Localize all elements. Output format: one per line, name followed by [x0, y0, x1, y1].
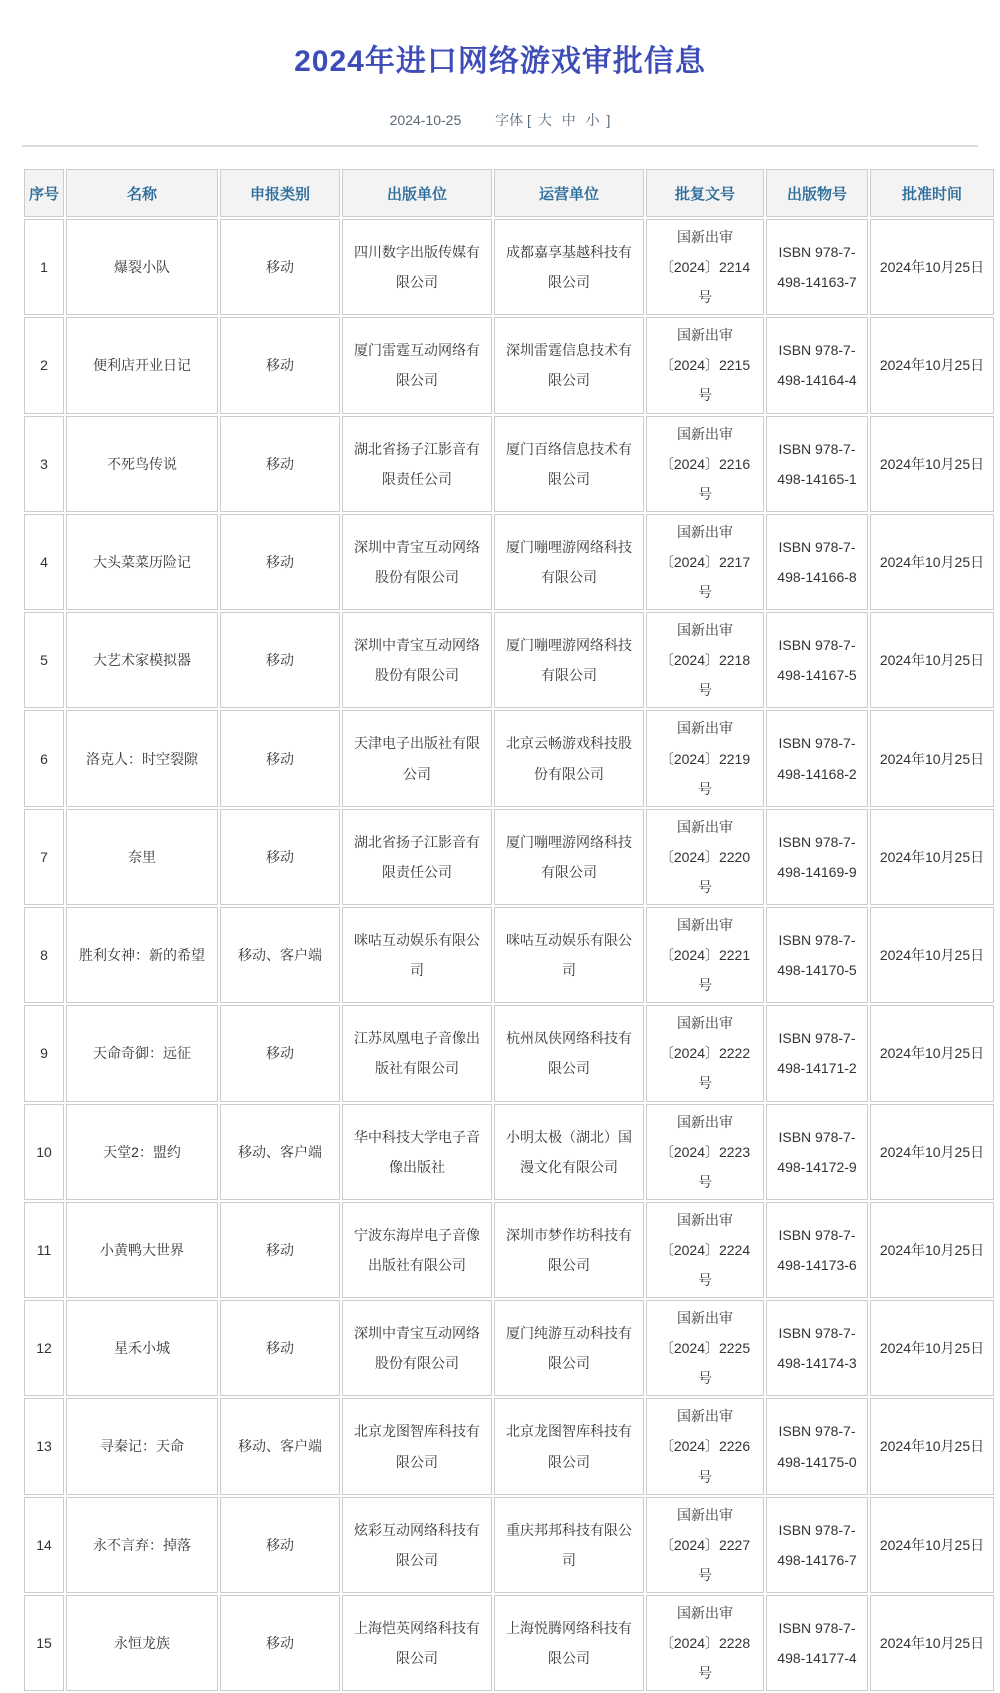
cell-publisher: 厦门雷霆互动网络有限公司: [342, 317, 492, 413]
header-approval-no: 批复文号: [646, 169, 764, 217]
cell-no: 3: [24, 416, 64, 512]
cell-category: 移动: [220, 1595, 340, 1691]
font-size-small-link[interactable]: 小: [585, 112, 600, 128]
cell-publication-no: ISBN 978-7-498-14169-9: [766, 809, 868, 905]
cell-approval-date: 2024年10月25日: [870, 1300, 994, 1396]
cell-no: 6: [24, 710, 64, 806]
table-row: [24, 1104, 994, 1200]
cell-approval-no: 国新出审〔2024〕2228号: [646, 1595, 764, 1691]
cell-publication-no: ISBN 978-7-498-14173-6: [766, 1202, 868, 1298]
table-row: [24, 1398, 994, 1494]
cell-operator: 深圳市梦作坊科技有限公司: [494, 1202, 644, 1298]
table-header-row: [24, 169, 994, 217]
table-row: [24, 1595, 994, 1691]
font-bracket-close: ]: [606, 112, 611, 128]
header-publication-no: 出版物号: [766, 169, 868, 217]
cell-approval-date: 2024年10月25日: [870, 514, 994, 610]
cell-approval-date: 2024年10月25日: [870, 1595, 994, 1691]
cell-approval-date: 2024年10月25日: [870, 710, 994, 806]
cell-no: 2: [24, 317, 64, 413]
meta-bar: [22, 110, 978, 130]
cell-category: 移动: [220, 219, 340, 315]
cell-operator: 深圳雷霆信息技术有限公司: [494, 317, 644, 413]
approval-table: [22, 167, 996, 1693]
cell-publisher: 华中科技大学电子音像出版社: [342, 1104, 492, 1200]
cell-publisher: 深圳中青宝互动网络股份有限公司: [342, 612, 492, 708]
cell-publisher: 上海恺英网络科技有限公司: [342, 1595, 492, 1691]
cell-publication-no: ISBN 978-7-498-14176-7: [766, 1497, 868, 1593]
publish-date: 2024-10-25: [389, 112, 462, 128]
cell-publisher: 湖北省扬子江影音有限责任公司: [342, 809, 492, 905]
cell-no: 14: [24, 1497, 64, 1593]
header-approval-date: 批准时间: [870, 169, 994, 217]
cell-name: 奈里: [66, 809, 218, 905]
cell-approval-date: 2024年10月25日: [870, 1202, 994, 1298]
cell-name: 胜利女神：新的希望: [66, 907, 218, 1003]
font-size-medium-link[interactable]: 中: [561, 112, 576, 128]
divider: [22, 145, 978, 147]
cell-category: 移动: [220, 612, 340, 708]
page: [22, 36, 985, 1693]
cell-approval-date: 2024年10月25日: [870, 1398, 994, 1494]
table-row: [24, 416, 994, 512]
cell-operator: 厦门嘣哩游网络科技有限公司: [494, 809, 644, 905]
cell-approval-date: 2024年10月25日: [870, 907, 994, 1003]
cell-name: 洛克人：时空裂隙: [66, 710, 218, 806]
cell-operator: 北京云畅游戏科技股份有限公司: [494, 710, 644, 806]
cell-no: 5: [24, 612, 64, 708]
cell-category: 移动、客户端: [220, 1398, 340, 1494]
cell-name: 小黄鸭大世界: [66, 1202, 218, 1298]
cell-approval-no: 国新出审〔2024〕2224号: [646, 1202, 764, 1298]
table-row: [24, 1202, 994, 1298]
cell-name: 爆裂小队: [66, 219, 218, 315]
cell-operator: 成都嘉享基越科技有限公司: [494, 219, 644, 315]
cell-publication-no: ISBN 978-7-498-14164-4: [766, 317, 868, 413]
table-row: [24, 514, 994, 610]
table-row: [24, 219, 994, 315]
cell-category: 移动: [220, 1497, 340, 1593]
cell-name: 不死鸟传说: [66, 416, 218, 512]
cell-approval-no: 国新出审〔2024〕2215号: [646, 317, 764, 413]
cell-no: 11: [24, 1202, 64, 1298]
cell-category: 移动: [220, 710, 340, 806]
cell-publisher: 天津电子出版社有限公司: [342, 710, 492, 806]
cell-approval-date: 2024年10月25日: [870, 809, 994, 905]
cell-no: 1: [24, 219, 64, 315]
table-row: [24, 1300, 994, 1396]
cell-name: 永不言弃：掉落: [66, 1497, 218, 1593]
cell-publication-no: ISBN 978-7-498-14163-7: [766, 219, 868, 315]
cell-approval-date: 2024年10月25日: [870, 1497, 994, 1593]
cell-approval-no: 国新出审〔2024〕2218号: [646, 612, 764, 708]
cell-operator: 北京龙图智库科技有限公司: [494, 1398, 644, 1494]
font-bracket-open: [: [527, 112, 531, 128]
cell-name: 天堂2：盟约: [66, 1104, 218, 1200]
cell-publication-no: ISBN 978-7-498-14166-8: [766, 514, 868, 610]
cell-name: 便利店开业日记: [66, 317, 218, 413]
cell-approval-no: 国新出审〔2024〕2214号: [646, 219, 764, 315]
table-row: [24, 907, 994, 1003]
cell-approval-no: 国新出审〔2024〕2220号: [646, 809, 764, 905]
cell-no: 10: [24, 1104, 64, 1200]
cell-approval-date: 2024年10月25日: [870, 416, 994, 512]
cell-approval-date: 2024年10月25日: [870, 1104, 994, 1200]
cell-approval-no: 国新出审〔2024〕2227号: [646, 1497, 764, 1593]
font-size-large-link[interactable]: 大: [537, 112, 552, 128]
cell-category: 移动: [220, 514, 340, 610]
cell-category: 移动: [220, 1202, 340, 1298]
cell-publication-no: ISBN 978-7-498-14168-2: [766, 710, 868, 806]
cell-publisher: 深圳中青宝互动网络股份有限公司: [342, 514, 492, 610]
cell-category: 移动、客户端: [220, 907, 340, 1003]
cell-publication-no: ISBN 978-7-498-14165-1: [766, 416, 868, 512]
cell-publication-no: ISBN 978-7-498-14167-5: [766, 612, 868, 708]
cell-approval-no: 国新出审〔2024〕2221号: [646, 907, 764, 1003]
table-body: [24, 219, 994, 1691]
cell-category: 移动、客户端: [220, 1104, 340, 1200]
cell-operator: 杭州凤侠网络科技有限公司: [494, 1005, 644, 1101]
header-publisher: 出版单位: [342, 169, 492, 217]
cell-approval-no: 国新出审〔2024〕2219号: [646, 710, 764, 806]
cell-category: 移动: [220, 1005, 340, 1101]
cell-publication-no: ISBN 978-7-498-14171-2: [766, 1005, 868, 1101]
cell-category: 移动: [220, 317, 340, 413]
cell-publication-no: ISBN 978-7-498-14175-0: [766, 1398, 868, 1494]
cell-category: 移动: [220, 1300, 340, 1396]
cell-approval-no: 国新出审〔2024〕2226号: [646, 1398, 764, 1494]
cell-publisher: 四川数字出版传媒有限公司: [342, 219, 492, 315]
header-category: 申报类别: [220, 169, 340, 217]
header-operator: 运营单位: [494, 169, 644, 217]
cell-publisher: 北京龙图智库科技有限公司: [342, 1398, 492, 1494]
cell-no: 15: [24, 1595, 64, 1691]
page-title: 2024年进口网络游戏审批信息: [294, 45, 706, 78]
cell-publisher: 深圳中青宝互动网络股份有限公司: [342, 1300, 492, 1396]
cell-approval-no: 国新出审〔2024〕2225号: [646, 1300, 764, 1396]
table-row: [24, 809, 994, 905]
cell-no: 13: [24, 1398, 64, 1494]
cell-operator: 咪咕互动娱乐有限公司: [494, 907, 644, 1003]
cell-publisher: 江苏凤凰电子音像出版社有限公司: [342, 1005, 492, 1101]
cell-publication-no: ISBN 978-7-498-14174-3: [766, 1300, 868, 1396]
cell-category: 移动: [220, 416, 340, 512]
cell-operator: 小明太极（湖北）国漫文化有限公司: [494, 1104, 644, 1200]
cell-operator: 厦门嘣哩游网络科技有限公司: [494, 514, 644, 610]
cell-publication-no: ISBN 978-7-498-14177-4: [766, 1595, 868, 1691]
header-no: 序号: [24, 169, 64, 217]
cell-approval-date: 2024年10月25日: [870, 1005, 994, 1101]
cell-approval-date: 2024年10月25日: [870, 219, 994, 315]
cell-publisher: 湖北省扬子江影音有限责任公司: [342, 416, 492, 512]
cell-name: 大艺术家模拟器: [66, 612, 218, 708]
cell-name: 大头菜菜历险记: [66, 514, 218, 610]
cell-publication-no: ISBN 978-7-498-14172-9: [766, 1104, 868, 1200]
font-label: 字体: [495, 112, 524, 128]
cell-publisher: 宁波东海岸电子音像出版社有限公司: [342, 1202, 492, 1298]
cell-publisher: 咪咕互动娱乐有限公司: [342, 907, 492, 1003]
cell-name: 星禾小城: [66, 1300, 218, 1396]
cell-operator: 厦门纯游互动科技有限公司: [494, 1300, 644, 1396]
cell-name: 天命奇御：远征: [66, 1005, 218, 1101]
cell-no: 9: [24, 1005, 64, 1101]
cell-no: 12: [24, 1300, 64, 1396]
cell-no: 7: [24, 809, 64, 905]
cell-name: 寻秦记：天命: [66, 1398, 218, 1494]
table-row: [24, 1497, 994, 1593]
cell-operator: 厦门百络信息技术有限公司: [494, 416, 644, 512]
header-name: 名称: [66, 169, 218, 217]
cell-operator: 重庆邦邦科技有限公司: [494, 1497, 644, 1593]
table-row: [24, 612, 994, 708]
cell-publisher: 炫彩互动网络科技有限公司: [342, 1497, 492, 1593]
cell-category: 移动: [220, 809, 340, 905]
cell-approval-no: 国新出审〔2024〕2222号: [646, 1005, 764, 1101]
cell-operator: 上海悦腾网络科技有限公司: [494, 1595, 644, 1691]
cell-approval-date: 2024年10月25日: [870, 612, 994, 708]
table-row: [24, 1005, 994, 1101]
cell-no: 4: [24, 514, 64, 610]
cell-publication-no: ISBN 978-7-498-14170-5: [766, 907, 868, 1003]
table-row: [24, 710, 994, 806]
table-row: [24, 317, 994, 413]
cell-no: 8: [24, 907, 64, 1003]
cell-approval-no: 国新出审〔2024〕2217号: [646, 514, 764, 610]
cell-name: 永恒龙族: [66, 1595, 218, 1691]
cell-operator: 厦门嘣哩游网络科技有限公司: [494, 612, 644, 708]
cell-approval-no: 国新出审〔2024〕2223号: [646, 1104, 764, 1200]
cell-approval-no: 国新出审〔2024〕2216号: [646, 416, 764, 512]
cell-approval-date: 2024年10月25日: [870, 317, 994, 413]
font-size-control: [495, 112, 610, 128]
